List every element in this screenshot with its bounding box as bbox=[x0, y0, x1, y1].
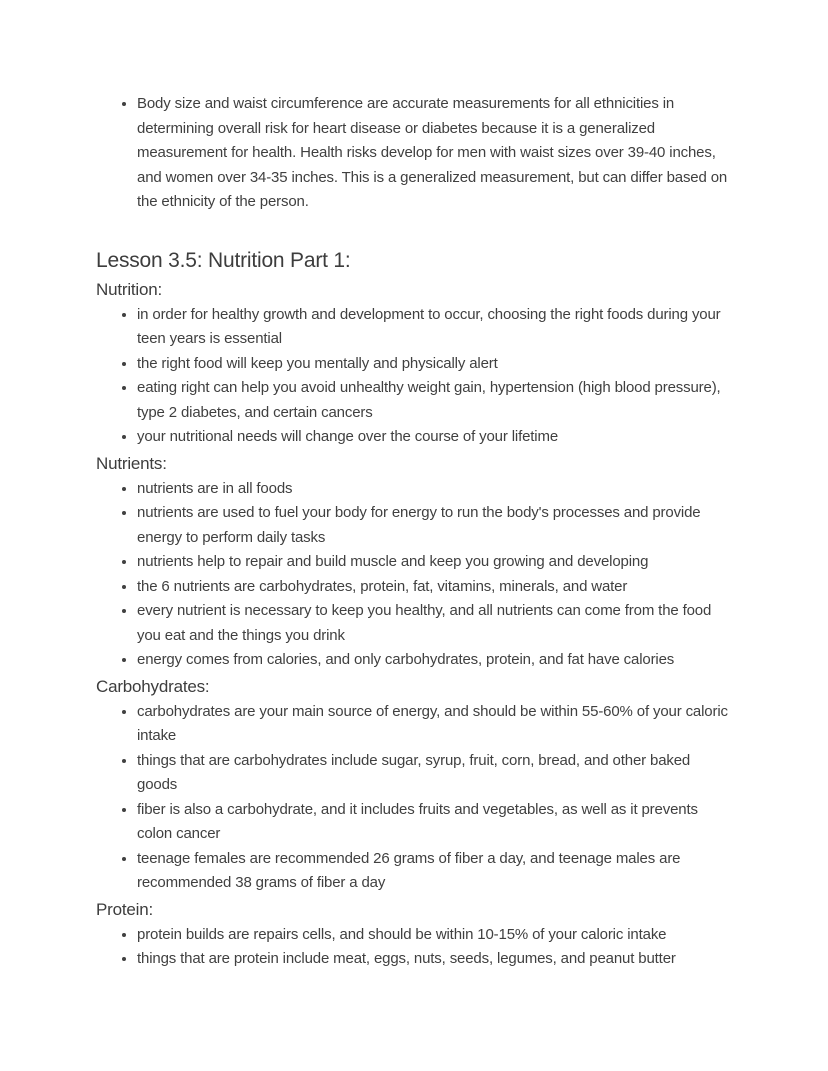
section-nutrients bbox=[96, 450, 730, 673]
list-item: • every nutrient is necessary to keep you healthy, and all nutrients can come from the food you eat and the things you drink bbox=[137, 599, 730, 648]
section-heading-carbohydrates: Carbohydrates: bbox=[96, 676, 210, 696]
list-item: • fiber is also a carbohydrate, and it includes fruits and vegetables, as well as it prevents colon cancer bbox=[137, 798, 730, 847]
list-item: • teenage females are recommended 26 grams of fiber a day, and teenage males are recommended 38 grams of fiber a day bbox=[137, 847, 730, 896]
list-item: • the right food will keep you mentally and physically alert bbox=[137, 352, 730, 377]
list-item: • nutrients are in all foods bbox=[137, 477, 730, 502]
protein-bullet-list bbox=[96, 923, 730, 972]
list-item: • carbohydrates are your main source of energy, and should be within 55-60% of your caloric intake bbox=[137, 700, 730, 749]
nutrition-bullet-list bbox=[96, 303, 730, 450]
list-item: • the 6 nutrients are carbohydrates, protein, fat, vitamins, minerals, and water bbox=[137, 575, 730, 600]
list-item: • Body size and waist circumference are accurate measurements for all ethnicities in determining overall risk for heart disease or diabetes because it is a generalized measurement for health. Health risks develop for men with waist sizes over 39-40 inches, and women over 34-35 inches. This is a generalized measurement, but can differ based on the ethnicity of the person. bbox=[137, 92, 730, 215]
list-item: • nutrients help to repair and build muscle and keep you growing and developing bbox=[137, 550, 730, 575]
section-heading-nutrition: Nutrition: bbox=[96, 279, 163, 299]
list-item: • nutrients are used to fuel your body for energy to run the body's processes and provide energy to perform daily tasks bbox=[137, 501, 730, 550]
list-item: • your nutritional needs will change over the course of your lifetime bbox=[137, 425, 730, 450]
section-heading-nutrients: Nutrients: bbox=[96, 453, 167, 473]
section-carbohydrates bbox=[96, 673, 730, 896]
list-item: • energy comes from calories, and only carbohydrates, protein, and fat have calories bbox=[137, 648, 730, 673]
nutrients-bullet-list bbox=[96, 477, 730, 673]
carbohydrates-bullet-list bbox=[96, 700, 730, 896]
section-heading-protein: Protein: bbox=[96, 899, 153, 919]
list-item: • things that are protein include meat, eggs, nuts, seeds, legumes, and peanut butter bbox=[137, 947, 730, 972]
list-item: • things that are carbohydrates include sugar, syrup, fruit, corn, bread, and other baked goods bbox=[137, 749, 730, 798]
section-protein bbox=[96, 896, 730, 972]
page-title: Lesson 3.5: Nutrition Part 1: bbox=[96, 248, 351, 272]
list-item: • eating right can help you avoid unhealthy weight gain, hypertension (high blood pressure), type 2 diabetes, and certain cancers bbox=[137, 376, 730, 425]
section-nutrition bbox=[96, 276, 730, 450]
intro-bullet-list bbox=[96, 92, 730, 215]
list-item: • protein builds are repairs cells, and should be within 10-15% of your caloric intake bbox=[137, 923, 730, 948]
list-item: • in order for healthy growth and development to occur, choosing the right foods during your teen years is essential bbox=[137, 303, 730, 352]
